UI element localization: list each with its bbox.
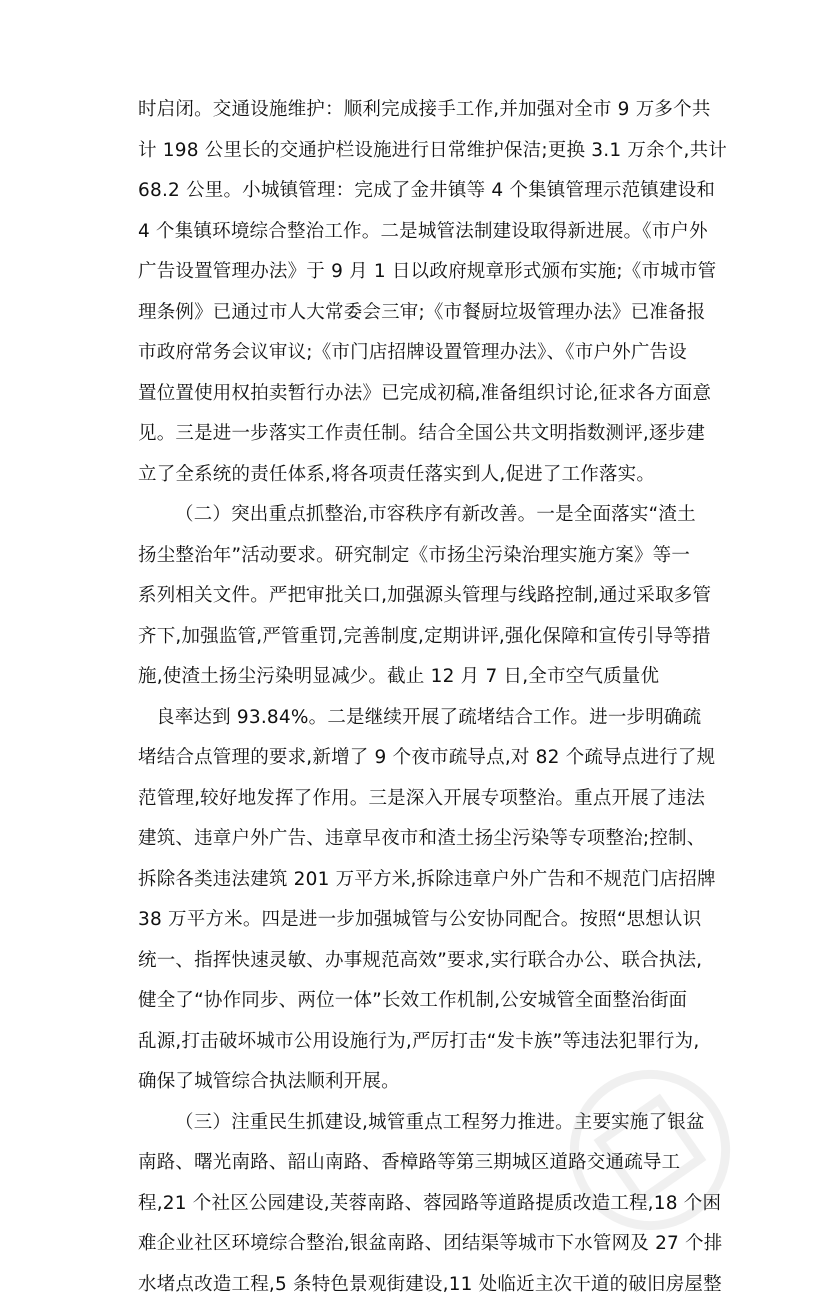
text-line: 立了全系统的责任体系,将各项责任落实到人,促进了工作落实。 [138, 455, 718, 496]
text-line: 堵结合点管理的要求,新增了 9 个夜市疏导点,对 82 个疏导点进行了规 [138, 738, 718, 779]
text-line: 4 个集镇环境综合整治工作。二是城管法制建设取得新进展。《市户外 [138, 212, 718, 253]
text-line: 良率达到 93.84%。二是继续开展了疏堵结合工作。进一步明确疏 [138, 698, 718, 739]
text-line: 时启闭。交通设施维护：顺利完成接手工作,并加强对全市 9 万多个共 [138, 90, 718, 131]
text-line: 乱源,打击破坏城市公用设施行为,严厉打击“发卡族”等违法犯罪行为, [138, 1022, 718, 1063]
text-line: 广告设置管理办法》于 9 月 1 日以政府规章形式颁布实施;《市城市管 [138, 252, 718, 293]
text-line: 计 198 公里长的交通护栏设施进行日常维护保洁;更换 3.1 万余个,共计 [138, 131, 718, 172]
text-line: 确保了城管综合执法顺利开展。 [138, 1062, 718, 1103]
section-heading-line: （三）注重民生抓建设,城管重点工程努力推进。主要实施了银盆 [138, 1103, 718, 1144]
text-line: 健全了“协作同步、两位一体”长效工作机制,公安城管全面整治街面 [138, 981, 718, 1022]
section-heading-line: （二）突出重点抓整治,市容秩序有新改善。一是全面落实“渣土 [138, 495, 718, 536]
text-line: 建筑、违章户外广告、违章早夜市和渣土扬尘污染等专项整治;控制、 [138, 819, 718, 860]
text-line: 范管理,较好地发挥了作用。三是深入开展专项整治。重点开展了违法 [138, 779, 718, 820]
text-line: 置位置使用权拍卖暂行办法》已完成初稿,准备组织讨论,征求各方面意 [138, 374, 718, 415]
text-line: 扬尘整治年”活动要求。研究制定《市扬尘污染治理实施方案》等一 [138, 536, 718, 577]
text-line: 难企业社区环境综合整治,银盆南路、团结渠等城市下水管网及 27 个排 [138, 1224, 718, 1265]
text-line: 理条例》已通过市人大常委会三审;《市餐厨垃圾管理办法》已准备报 [138, 293, 718, 334]
text-line: 水堵点改造工程,5 条特色景观街建设,11 处临近主次干道的破旧房屋整 [138, 1265, 718, 1305]
text-line: 系列相关文件。严把审批关口,加强源头管理与线路控制,通过采取多管 [138, 576, 718, 617]
text-line: 南路、曙光南路、韶山南路、香樟路等第三期城区道路交通疏导工 [138, 1143, 718, 1184]
text-line: 38 万平方米。四是进一步加强城管与公安协同配合。按照“思想认识 [138, 900, 718, 941]
text-line: 见。三是进一步落实工作责任制。结合全国公共文明指数测评,逐步建 [138, 414, 718, 455]
text-line: 统一、指挥快速灵敏、办事规范高效”要求,实行联合办公、联合执法, [138, 941, 718, 982]
text-line: 齐下,加强监管,严管重罚,完善制度,定期讲评,强化保障和宣传引导等措 [138, 617, 718, 658]
text-line: 程,21 个社区公园建设,芙蓉南路、蓉园路等道路提质改造工程,18 个困 [138, 1184, 718, 1225]
text-line: 68.2 公里。小城镇管理：完成了金井镇等 4 个集镇管理示范镇建设和 [138, 171, 718, 212]
text-line: 施,使渣土扬尘污染明显减少。截止 12 月 7 日,全市空气质量优 [138, 657, 718, 698]
text-line: 市政府常务会议审议;《市门店招牌设置管理办法》、《市户外广告设 [138, 333, 718, 374]
text-line: 拆除各类违法建筑 201 万平方米,拆除违章户外广告和不规范门店招牌 [138, 860, 718, 901]
